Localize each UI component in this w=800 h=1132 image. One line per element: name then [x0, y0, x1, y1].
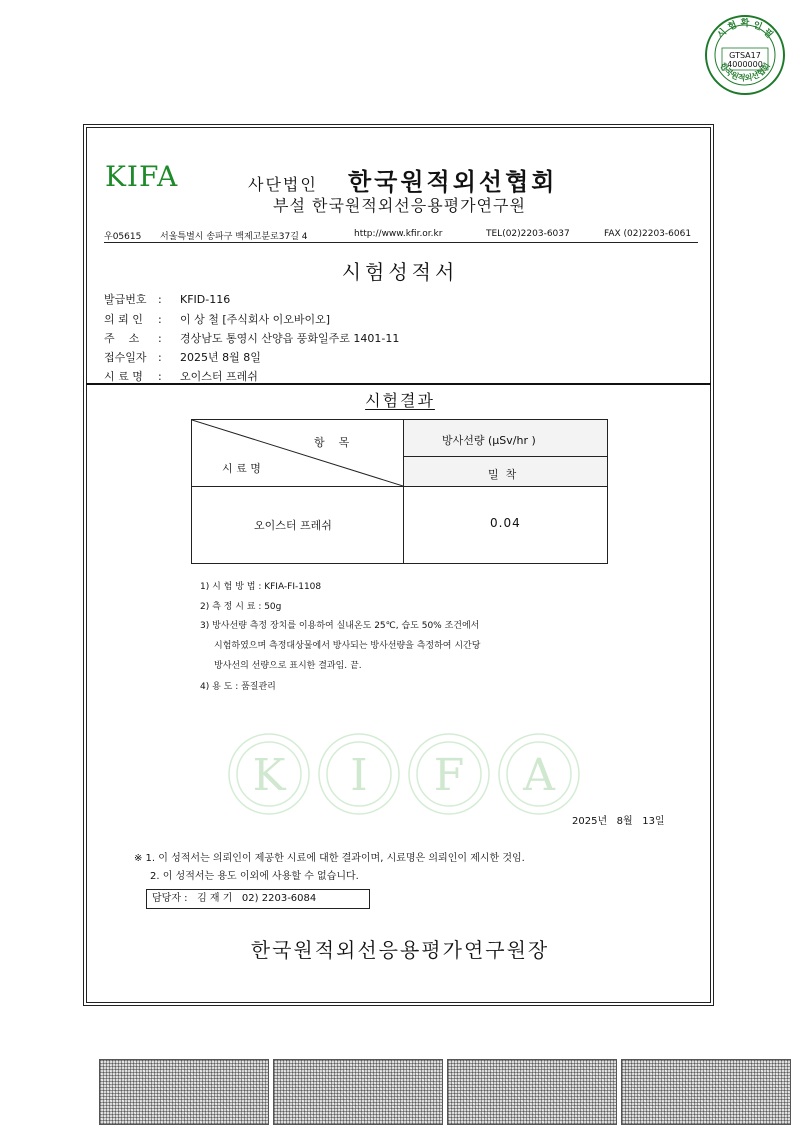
person-in-charge-box: 담당자 : 김 재 기 02) 2203-6084 [146, 889, 370, 909]
field-issue-number [104, 291, 230, 307]
watermark-letter-k: K [252, 750, 286, 801]
field-sample-name [104, 368, 258, 384]
certification-seal-icon [704, 14, 786, 96]
field-receipt-date [104, 349, 261, 365]
seal-line1: GTSA17 [729, 51, 761, 60]
security-pattern-block-3 [447, 1059, 617, 1125]
watermark-letter-f: F [433, 750, 465, 801]
table-header-sample: 시 료 명 [222, 462, 261, 475]
results-table [191, 419, 608, 564]
field-label: 주 소 [104, 332, 140, 345]
note-procedure-line3: 방사선의 선량으로 표시한 결과임. 끝. [214, 661, 362, 671]
security-pattern-block-1 [99, 1059, 269, 1125]
kifa-watermark-icon [224, 722, 584, 822]
note-sample-amount: 2) 측 정 시 료 : 50g [200, 602, 282, 612]
contact-website[interactable]: http://www.kfir.or.kr [354, 229, 443, 239]
seal-line2: 4000000 [727, 60, 763, 69]
contact-fax: FAX (02)2203-6061 [604, 229, 692, 239]
note-method: 1) 시 험 방 법 : KFIA-FI-1108 [200, 582, 322, 592]
table-header-measure: 방사선량 (μSv/hr ) [442, 434, 536, 447]
remark-1: ※ 1. 이 성적서는 의뢰인이 제공한 시료에 대한 결과이며, 시료명은 의뢰인이 제시한 것임. [134, 853, 525, 864]
note-procedure-line1: 3) 방사선량 측정 장치를 이용하여 실내온도 25℃, 습도 50% 조건에서 [200, 621, 480, 631]
field-colon: : [158, 313, 162, 326]
contact-tel: TEL(02)2203-6037 [486, 229, 570, 239]
diagonal-line-icon [192, 420, 403, 486]
section-divider [86, 383, 711, 385]
field-label: 의 뢰 인 [104, 313, 143, 326]
kifa-logo: KIFA [105, 160, 179, 193]
contact-postal: 우05615 [104, 232, 142, 242]
director-signature-line: 한국원적외선응용평가연구원장 [250, 938, 550, 962]
seal-top-text: 시 험 확 인 필 [715, 19, 775, 41]
field-colon: : [158, 293, 162, 306]
org-subsidiary: 부설 한국원적외선응용평가연구원 [273, 196, 526, 215]
table-header-item: 항 목 [314, 436, 350, 449]
field-value: 2025년 8월 8일 [180, 351, 261, 364]
field-address [104, 330, 399, 346]
field-value: 오이스터 프레쉬 [180, 370, 258, 383]
note-procedure-line2: 시험하였으며 측정대상물에서 방사되는 방사선량을 측정하여 시간당 [214, 641, 481, 651]
watermark-letter-a: A [523, 750, 555, 801]
field-label: 접수일자 [104, 351, 147, 364]
watermark-letter-i: I [350, 750, 368, 801]
field-label: 발급번호 [104, 293, 147, 306]
field-colon: : [158, 332, 162, 345]
note-usage: 4) 용 도 : 품질관리 [200, 682, 276, 692]
remark-2: 2. 이 성적서는 용도 이외에 사용할 수 없습니다. [150, 871, 359, 882]
header-divider [104, 242, 698, 243]
seal-bottom-text: 한국원적외선협회 [718, 61, 772, 83]
security-pattern-block-4 [621, 1059, 791, 1125]
security-pattern-block-2 [273, 1059, 443, 1125]
field-value: 경상남도 통영시 산양읍 풍화일주로 1401-11 [180, 332, 400, 345]
field-value: KFID-116 [180, 293, 231, 306]
table-row-sample: 오이스터 프레쉬 [254, 519, 332, 532]
field-colon: : [158, 351, 162, 364]
contact-address: 서울특별시 송파구 백제고분로37길 4 [160, 232, 308, 242]
document-title: 시험성적서 [341, 260, 459, 284]
field-client [104, 311, 330, 327]
field-label: 시 료 명 [104, 370, 143, 383]
org-name: 한국원적외선협회 [348, 168, 558, 196]
field-colon: : [158, 370, 162, 383]
table-header-diagonal-cell [192, 420, 403, 486]
table-header-condition: 밀 착 [488, 468, 517, 481]
issue-date: 2025년 8월 13일 [572, 816, 665, 827]
org-prefix: 사단법인 [248, 175, 318, 194]
table-row-value: 0.04 [490, 516, 521, 530]
field-value: 이 상 철 [주식회사 이오바이오] [180, 313, 331, 326]
results-title: 시험결과 [365, 391, 435, 410]
svg-text:시 험 확 인 필 [715, 17, 776, 40]
